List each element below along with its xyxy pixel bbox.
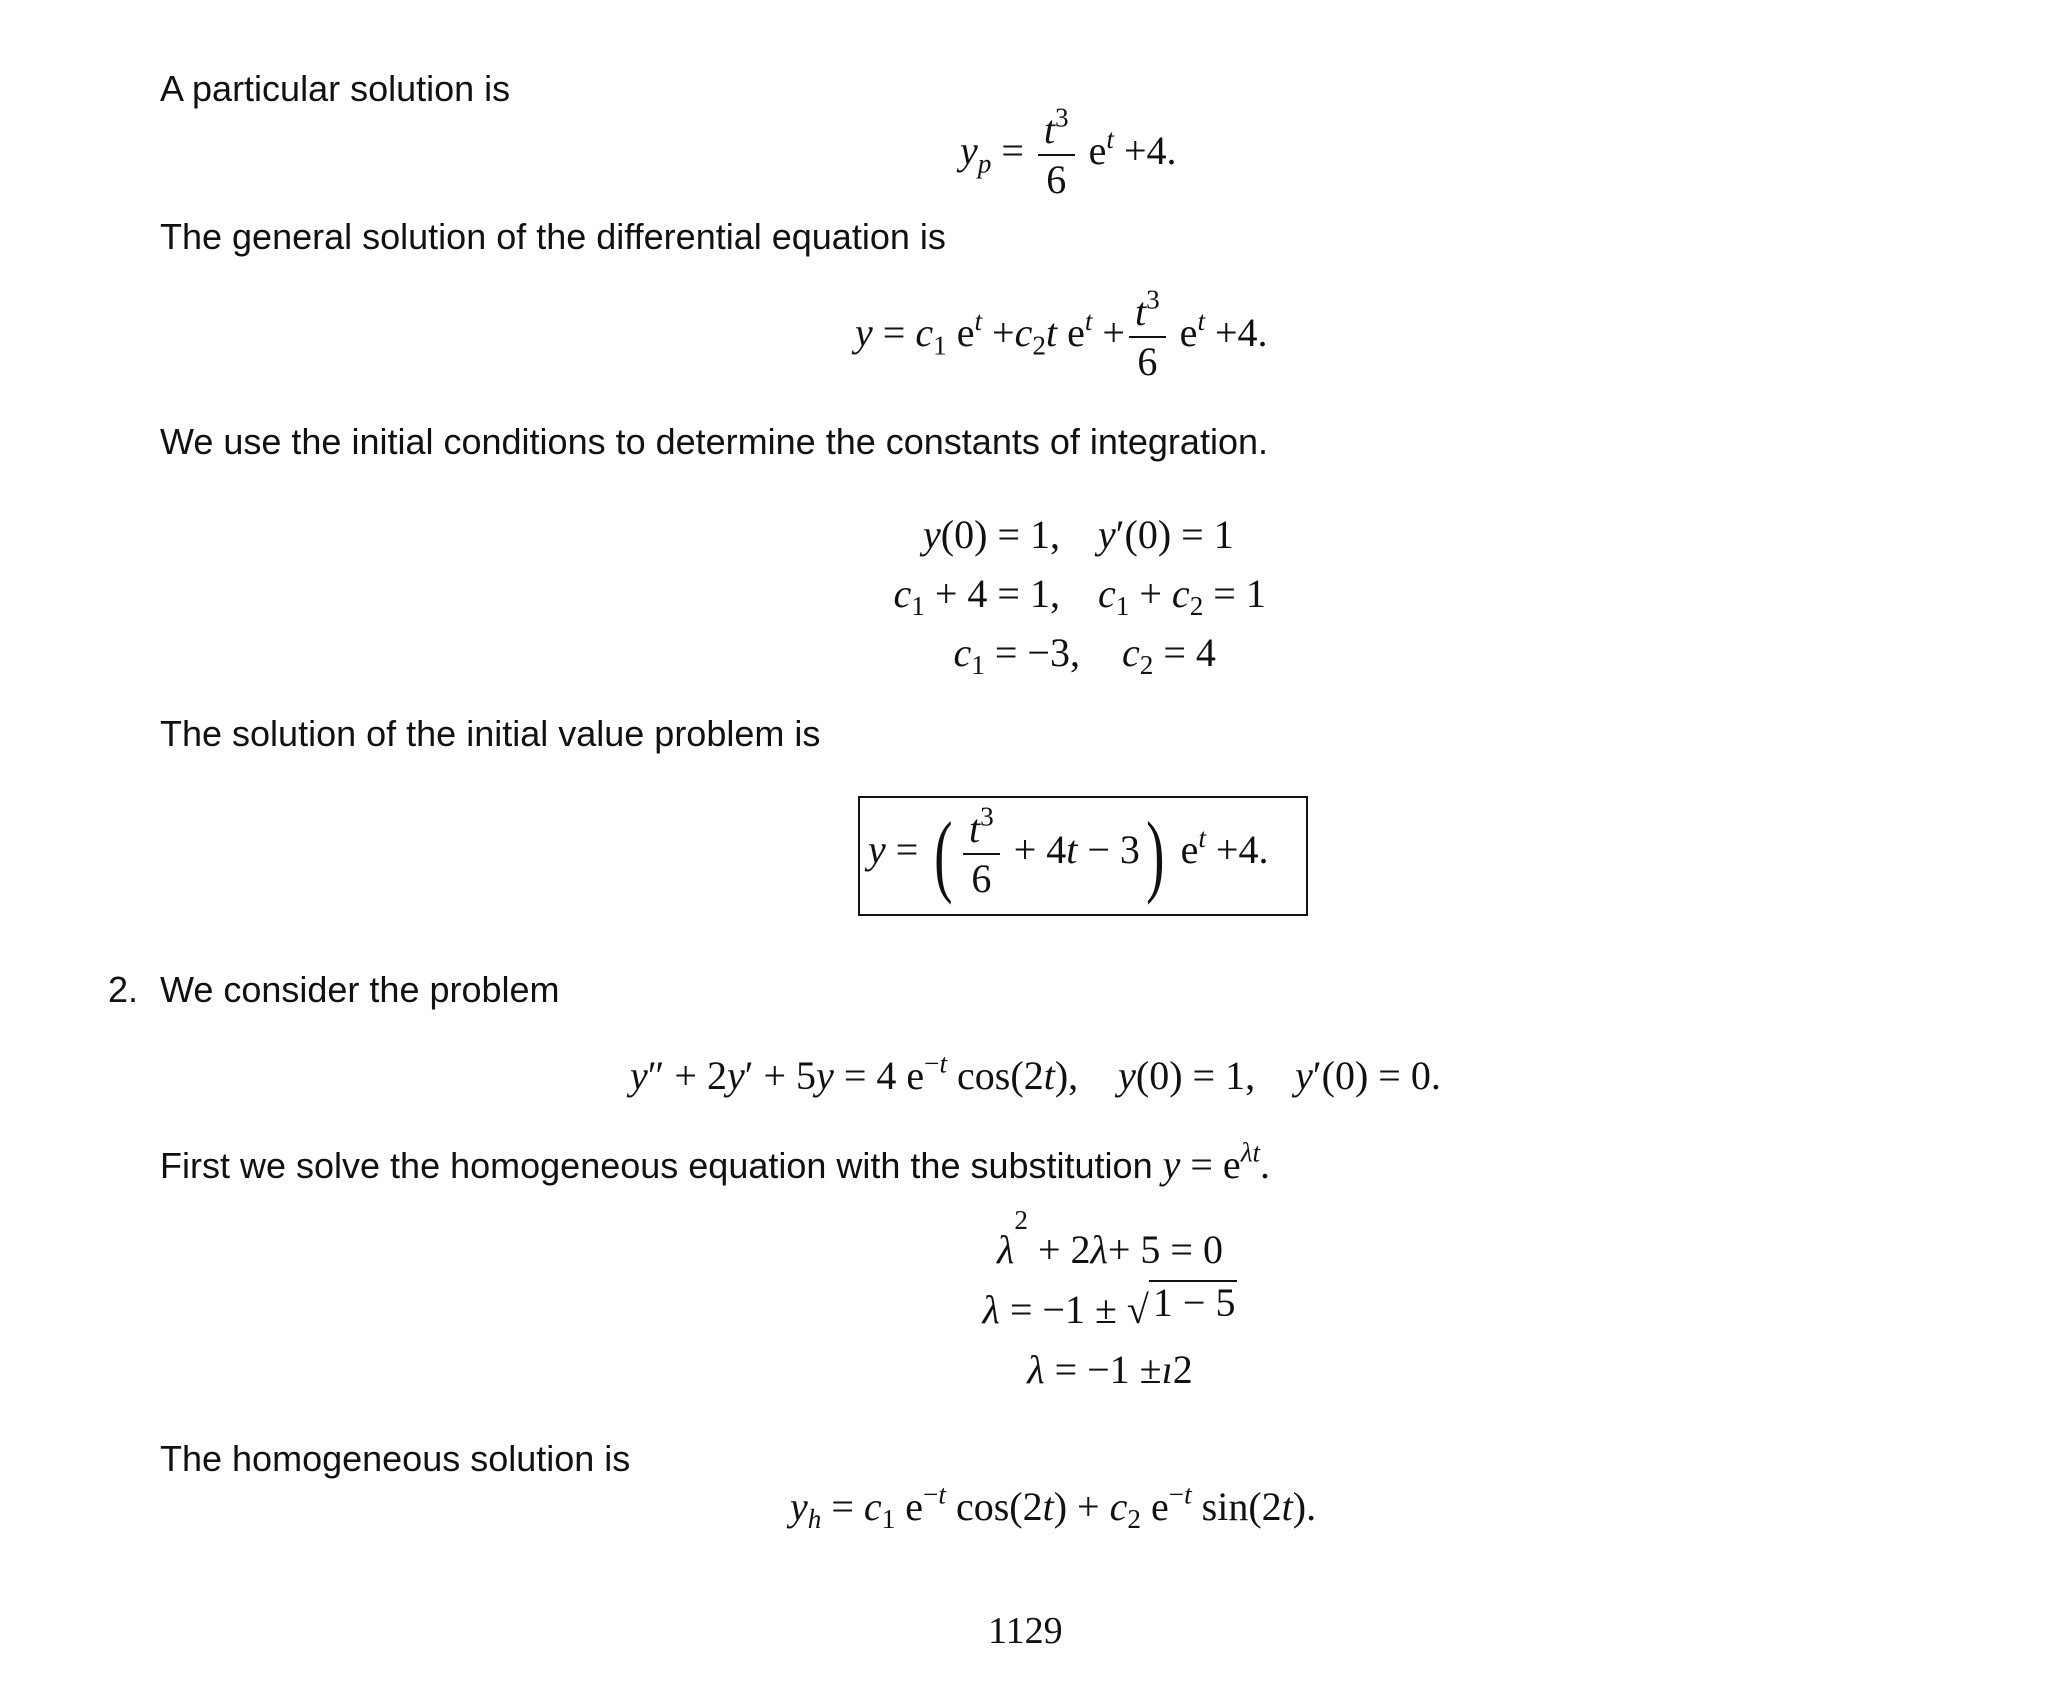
homogeneous-intro-line: [160, 1137, 1271, 1190]
homogeneous-solution-intro: The homogeneous solution is: [160, 1438, 631, 1479]
ivp-solution-intro: The solution of the initial value problem is: [160, 713, 821, 754]
substitution-equation: $y = e^{\lambda t}$.: [1162, 1137, 1271, 1187]
homogeneous-intro: First we solve the homogeneous equation with the substitution: [160, 1145, 1153, 1186]
characteristic-equations: [900, 1205, 1320, 1400]
char-eq-2: λ = −1 ± √ 1 − 5: [900, 1280, 1320, 1340]
char-eq-3: λ = −1 ± ı 2: [1027, 1347, 1193, 1392]
initial-conditions-system: [840, 505, 1280, 682]
ic-row-3: $c_1 = -3$, $c_2 = 4$: [953, 630, 1216, 681]
particular-solution-intro: A particular solution is: [160, 68, 511, 109]
ivp-solution-equation: y = ( $\frac{t^3}{6}$ + 4t − 3) $e^t +4$.: [868, 801, 1269, 905]
char-eq-1: λ 2 + 2 λ + 5 = 0: [997, 1205, 1223, 1272]
problem-number: 2.: [108, 969, 139, 1010]
ic-row-1: y(0) = 1, y′(0) = 1: [923, 512, 1234, 557]
problem-intro: We consider the problem: [160, 969, 560, 1010]
general-solution-equation: $y = c_1$ $e^t +c_2t$ $e^t$ + $\frac{t^3}{6}$ $e^t +4$.: [855, 284, 1268, 384]
page-number: 1129: [988, 1610, 1063, 1652]
homogeneous-solution-equation: $y_h = c_1$ $e^{-t}$ $\cos(2t) + c_2$ $e^{-t}$ sin(2t).: [790, 1479, 1317, 1535]
general-solution-intro: The general solution of the differential equation is: [160, 216, 946, 257]
ic-row-2: $c_1 + 4 = 1$, $c_1 + c_2 = 1$: [893, 571, 1266, 622]
problem-equation: y″ + 2y′ + 5y = 4 $e^{-t}$ cos(2t), y(0) = 1, y′(0) = 0.: [630, 1048, 1441, 1098]
initial-conditions-intro: We use the initial conditions to determine the constants of integration.: [160, 421, 1268, 462]
particular-solution-equation: $y_p$ = $\frac{t^3}{6}$ $e^t +4$.: [960, 102, 1177, 202]
